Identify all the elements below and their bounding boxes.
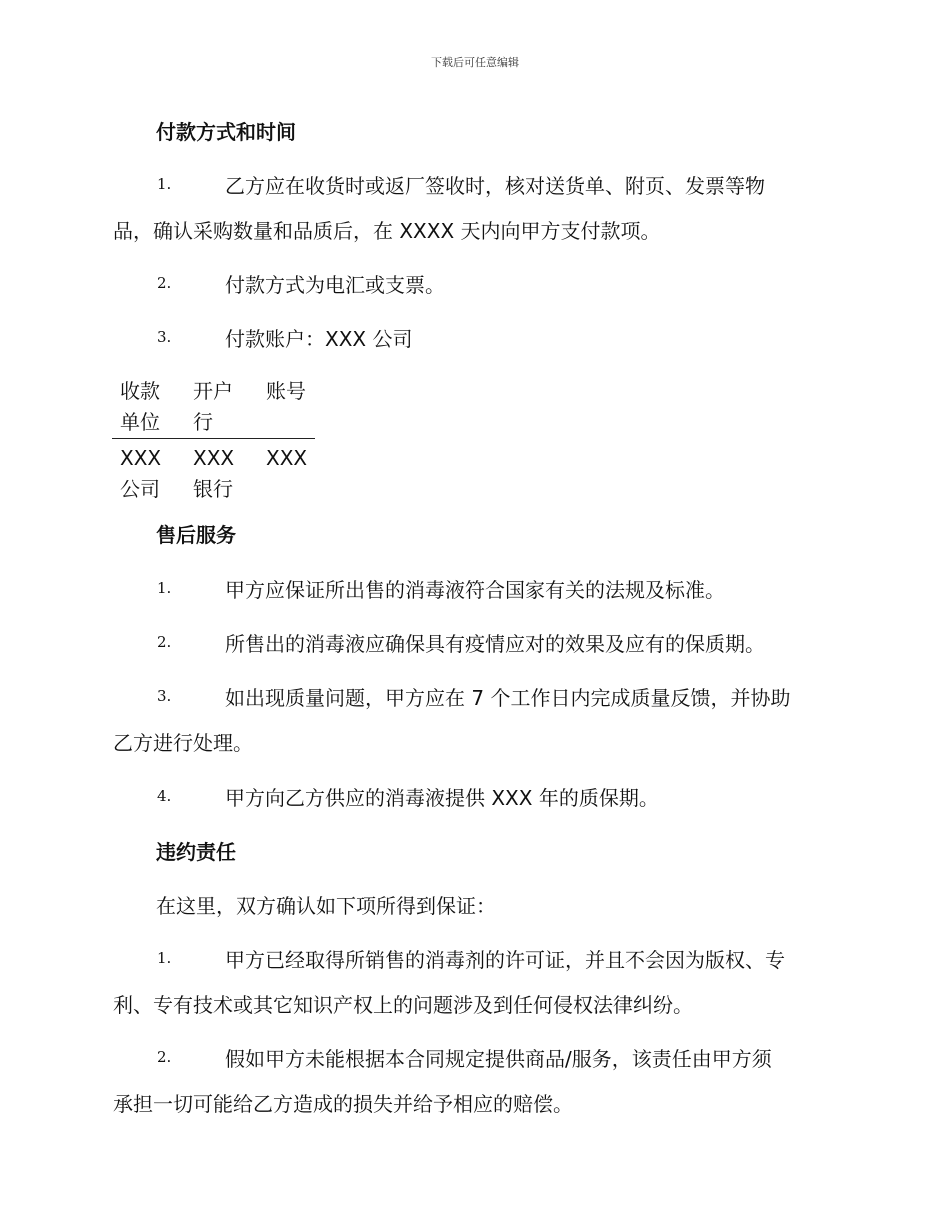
list-item-text-continued: 承担一切可能给乙方造成的损失并给予相应的赔偿。 bbox=[113, 1092, 573, 1116]
column-header-payee: 收款单位 bbox=[112, 376, 185, 439]
list-item-text: 如出现质量问题，甲方应在 7 个工作日内完成质量反馈，并协助 bbox=[225, 686, 791, 710]
list-item-text: 假如甲方未能根据本合同规定提供商品/服务，该责任由甲方须 bbox=[225, 1047, 772, 1071]
section-heading-liability: 违约责任 bbox=[156, 840, 236, 864]
list-item-text: 乙方应在收货时或返厂签收时，核对送货单、附页、发票等物 bbox=[225, 174, 765, 198]
list-item-text: 付款方式为电汇或支票。 bbox=[225, 273, 445, 297]
list-item-text: 甲方向乙方供应的消毒液提供 XXX 年的质保期。 bbox=[225, 786, 659, 810]
column-header-account: 账号 bbox=[258, 376, 315, 439]
list-item-text: 付款账户：XXX 公司 bbox=[225, 327, 413, 351]
column-header-bank: 开户行 bbox=[185, 376, 258, 439]
table-row bbox=[112, 439, 315, 506]
list-number: 1. bbox=[157, 175, 172, 193]
cell-bank: XXX 银行 bbox=[193, 446, 235, 501]
list-item-text-continued: 利、专有技术或其它知识产权上的问题涉及到任何侵权法律纠纷。 bbox=[113, 993, 693, 1017]
section-heading-payment: 付款方式和时间 bbox=[156, 120, 296, 144]
list-item-text-continued: 品，确认采购数量和品质后，在 XXXX 天内向甲方支付款项。 bbox=[113, 219, 661, 243]
list-number: 2. bbox=[157, 274, 172, 292]
intro-text: 在这里，双方确认如下项所得到保证： bbox=[156, 894, 496, 918]
list-item-text: 所售出的消毒液应确保具有疫情应对的效果及应有的保质期。 bbox=[225, 632, 765, 656]
list-number: 2. bbox=[157, 1048, 172, 1066]
page-header-note: 下载后可任意编辑 bbox=[431, 56, 519, 69]
list-number: 1. bbox=[157, 949, 172, 967]
account-table bbox=[112, 376, 315, 505]
cell-account: XXX bbox=[266, 446, 308, 470]
list-number: 2. bbox=[157, 633, 172, 651]
list-number: 3. bbox=[157, 687, 172, 705]
list-number: 3. bbox=[157, 328, 172, 346]
list-number: 1. bbox=[157, 579, 172, 597]
list-item-text-continued: 乙方进行处理。 bbox=[113, 731, 253, 755]
list-item-text: 甲方已经取得所销售的消毒剂的许可证，并且不会因为版权、专 bbox=[225, 948, 785, 972]
cell-payee: XXX 公司 bbox=[120, 446, 162, 501]
table-header-row bbox=[112, 376, 315, 439]
list-item-text: 甲方应保证所出售的消毒液符合国家有关的法规及标准。 bbox=[225, 578, 725, 602]
list-number: 4. bbox=[157, 787, 172, 805]
section-heading-after-sales: 售后服务 bbox=[156, 523, 236, 547]
